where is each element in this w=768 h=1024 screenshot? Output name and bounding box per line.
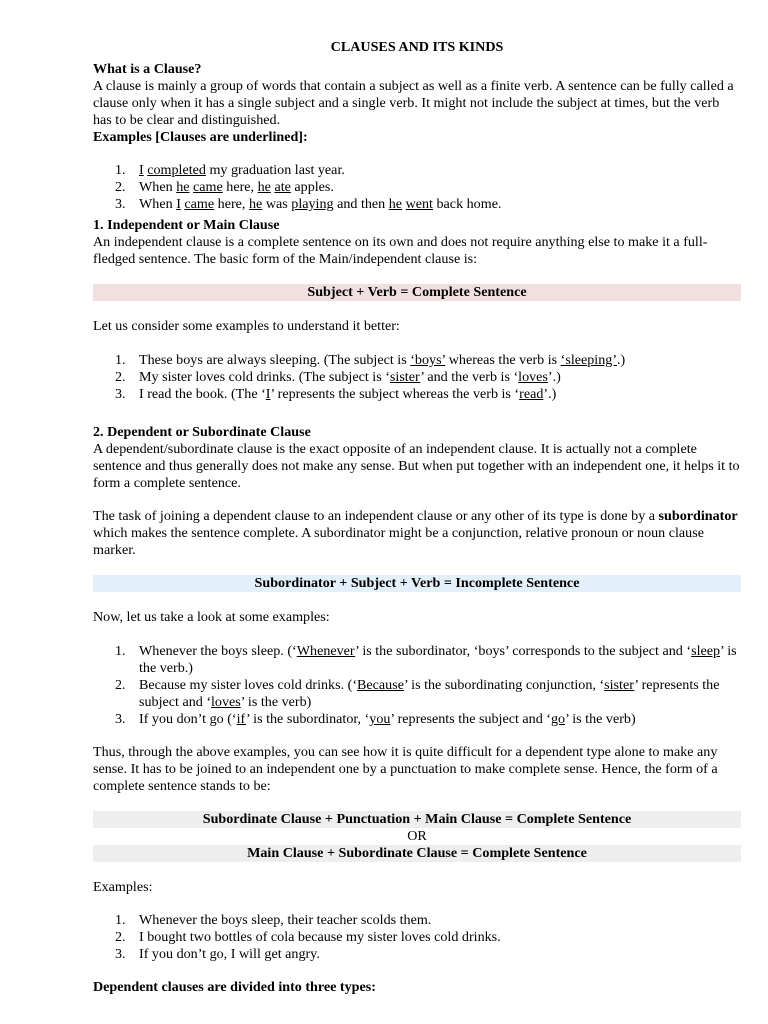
list-number: 3. [115, 710, 126, 727]
underlined-clause-part: sleep [691, 643, 721, 659]
examples-2-heading: Examples: [93, 879, 153, 895]
list-item [93, 369, 741, 386]
list-item [93, 162, 741, 179]
what-is-clause-heading: What is a Clause? [93, 61, 202, 77]
text-segment: ’ represents the subject and ‘ [390, 710, 551, 727]
consider-examples-line: Let us consider some examples to understand it better: [93, 318, 400, 334]
dependent-clause-heading: 2. Dependent or Subordinate Clause [93, 424, 311, 440]
formula-complete-2: Main Clause + Subordinate Clause = Complete Sentence [93, 845, 741, 862]
formula-complete-1: Subordinate Clause + Punctuation + Main Clause = Complete Sentence [93, 811, 741, 828]
list-number: 3. [115, 195, 126, 212]
underlined-clause-part: ‘boys’ [410, 352, 446, 368]
underlined-clause-part: if [236, 710, 246, 727]
text-segment: whereas the verb is [445, 352, 561, 368]
complete-examples-list [93, 912, 741, 963]
text-segment: ’ and the verb is ‘ [420, 368, 519, 385]
underlined-clause-part: go [550, 710, 566, 727]
text-segment: ’ represents the subject and ‘ [139, 676, 720, 710]
underlined-clause-part: I [139, 162, 144, 178]
text-segment: .) [617, 352, 626, 368]
underlined-clause-part: I [265, 385, 271, 402]
text-segment: ’ is the subordinating conjunction, ‘ [403, 676, 605, 693]
text-segment: I read the book. (The ‘ [139, 385, 266, 402]
text-segment: ’ is the subordinator, ‘ [246, 710, 370, 727]
underlined-clause-part: sister [604, 676, 635, 693]
underlined-clause-part: loves [211, 693, 241, 710]
underlined-clause-part: completed [147, 162, 206, 178]
list-number: 1. [115, 643, 126, 659]
text-segment: apples. [290, 178, 334, 195]
or-separator: OR [407, 828, 427, 844]
underlined-clause-part: Because [357, 676, 404, 693]
list-item [93, 946, 741, 963]
text-segment: These boys are always sleeping. (The subject is [139, 352, 411, 368]
what-is-clause-paragraph: A clause is mainly a group of words that contain a subject as well as a finite verb. A sentence can be fully called a clause only when it has a single subject and a single verb. It might not include the subject at times, but the verb has to be clear and distinguished. [93, 78, 734, 128]
list-item [93, 677, 741, 711]
list-number: 3. [115, 385, 126, 402]
underlined-clause-part: sister [389, 368, 421, 385]
text-segment: and then [333, 195, 389, 212]
list-item [93, 386, 741, 403]
formula-main-clause: Subject + Verb = Complete Sentence [93, 284, 741, 301]
underlined-clause-part: playing [291, 195, 334, 212]
underlined-clause-part: he [248, 195, 263, 212]
dependent-types-heading: Dependent clauses are divided into three types: [93, 979, 376, 995]
underlined-clause-part: he [388, 195, 403, 212]
thus-paragraph: Thus, through the above examples, you can see how it is quite difficult for a dependent type alone to make any sense. It has to be joined to an independent one by a punctuation to make complete sense. Hence, the form of a complete sentence stands to be: [93, 744, 718, 794]
text-segment: here, [222, 178, 258, 195]
list-number: 1. [115, 352, 126, 368]
list-number: 2. [115, 178, 126, 195]
subordinator-text-a: The task of joining a dependent clause to an independent clause or any other of its type is done by a [93, 508, 659, 524]
text-segment: ’.) [547, 368, 561, 385]
dependent-examples-list [93, 643, 741, 728]
now-examples-line: Now, let us take a look at some examples: [93, 609, 330, 625]
underlined-clause-part: ‘sleeping’ [560, 352, 618, 368]
text-segment: Because my sister loves cold drinks. (‘ [139, 676, 358, 693]
independent-clause-paragraph: An independent clause is a complete sentence on its own and does not require anything else to make it a full-fledged sentence. The basic form of the Main/independent clause is: [93, 234, 708, 267]
list-number: 2. [115, 928, 126, 945]
text-segment: ’.) [543, 385, 557, 402]
text-segment: ’ is the verb.) [139, 643, 737, 676]
underlined-clause-part: came [193, 178, 223, 195]
subordinator-text-b: which makes the sentence complete. A subordinator might be a conjunction, relative pronoun or noun clause marker. [93, 524, 704, 558]
list-item [93, 352, 741, 369]
text-segment: ’ is the verb) [240, 693, 312, 710]
text-segment: When [139, 195, 177, 212]
text-segment: Whenever the boys sleep, their teacher scolds them. [139, 912, 432, 928]
text-segment: ’ represents the subject whereas the verb is ‘ [270, 385, 520, 402]
text-segment: Whenever the boys sleep. (‘ [139, 643, 297, 659]
underlined-clause-part: went [405, 195, 433, 212]
text-segment: here, [214, 195, 249, 212]
list-number: 2. [115, 368, 126, 385]
underlined-clause-part: ate [274, 178, 291, 195]
list-item [93, 912, 741, 929]
underlined-clause-part: Whenever [296, 643, 356, 659]
independent-examples-list [93, 352, 741, 403]
list-item [93, 929, 741, 946]
list-number: 3. [115, 945, 126, 962]
list-number: 1. [115, 912, 126, 928]
list-number: 1. [115, 162, 126, 178]
formula-subordinate: Subordinator + Subject + Verb = Incomplete Sentence [93, 575, 741, 592]
text-segment: When [139, 178, 177, 195]
text-segment: ’ is the verb) [565, 710, 636, 727]
list-number: 2. [115, 676, 126, 693]
underlined-clause-part: you [369, 710, 391, 727]
text-segment: my graduation last year. [205, 162, 345, 178]
clause-examples-list [93, 162, 741, 213]
list-item [93, 711, 741, 728]
document-title: CLAUSES AND ITS KINDS [330, 39, 504, 55]
underlined-clause-part: he [176, 178, 190, 195]
underlined-clause-part: he [257, 178, 271, 195]
text-segment: was [262, 195, 292, 212]
subordinator-term: subordinator [658, 508, 738, 524]
text-segment: I bought two bottles of cola because my sister loves cold drinks. [139, 928, 501, 945]
independent-clause-heading: 1. Independent or Main Clause [93, 217, 280, 233]
dependent-clause-paragraph: A dependent/subordinate clause is the exact opposite of an independent clause. It is actually not a complete sentence and thus generally does not make any sense. But when put together with an independent one, it helps it to form a complete sentence. [93, 441, 740, 491]
text-segment: back home. [432, 195, 502, 212]
text-segment: My sister loves cold drinks. (The subject is ‘ [139, 368, 390, 385]
text-segment: If you don’t go, I will get angry. [139, 945, 320, 962]
underlined-clause-part: read [519, 385, 544, 402]
underlined-clause-part: I [176, 195, 181, 212]
examples-heading: Examples [Clauses are underlined]: [93, 129, 308, 145]
text-segment: If you don’t go (‘ [139, 710, 237, 727]
underlined-clause-part: loves [518, 368, 548, 385]
text-segment: ’ is the subordinator, ‘boys’ corresponds to the subject and ‘ [355, 643, 692, 659]
list-item [93, 643, 741, 677]
list-item [93, 196, 741, 213]
list-item [93, 179, 741, 196]
subordinator-paragraph [93, 508, 741, 559]
underlined-clause-part: came [184, 195, 215, 212]
